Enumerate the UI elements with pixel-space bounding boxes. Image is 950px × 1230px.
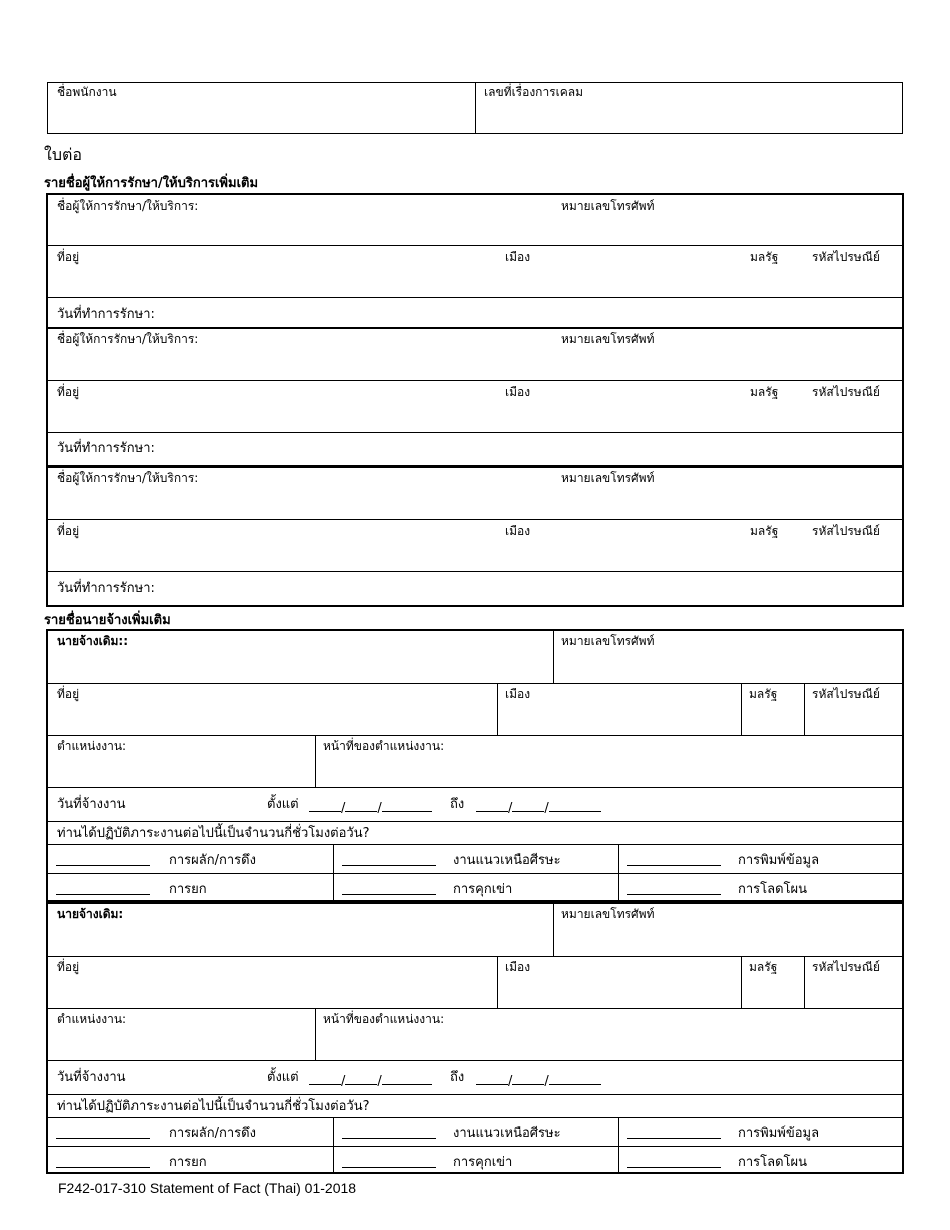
provider-address-field[interactable]	[48, 540, 498, 570]
provider-name-field[interactable]	[48, 215, 548, 243]
from-date-field[interactable]: / /	[309, 797, 432, 817]
task-hours-field[interactable]	[627, 1124, 721, 1143]
task-label-kneeling: การคุกเข่า	[453, 1155, 513, 1170]
provider-block	[48, 468, 902, 605]
header-box	[47, 82, 903, 134]
provider-state-field[interactable]	[748, 401, 808, 431]
job-duties-field[interactable]	[318, 1028, 900, 1058]
from-date-field[interactable]: / /	[309, 1070, 432, 1090]
employer-section	[46, 629, 904, 902]
provider-name-label: ชื่อผู้ให้การรักษา/ให้บริการ:	[57, 199, 199, 213]
from-label: ตั้งแต่	[267, 1070, 299, 1085]
provider-block	[48, 195, 902, 329]
provider-name-field[interactable]	[48, 488, 548, 516]
employer-zip-field[interactable]	[807, 703, 900, 733]
task-hours-field[interactable]	[56, 1124, 150, 1143]
provider-state-label: มลรัฐ	[750, 524, 779, 538]
provider-city-field[interactable]	[503, 401, 743, 431]
task-hours-field[interactable]	[627, 880, 721, 899]
employer-phone-field[interactable]	[556, 924, 900, 954]
provider-state-field[interactable]	[748, 265, 808, 295]
hours-question: ท่านได้ปฏิบัติภาระงานต่อไปนี้เป็นจำนวนกี่ชั่วโมงต่อวัน?	[57, 826, 370, 841]
provider-zip-label: รหัสไปรษณีย์	[812, 385, 880, 399]
job-duties-label: หน้าที่ของตำแหน่งงาน:	[323, 739, 445, 753]
provider-zip-label: รหัสไปรษณีย์	[812, 524, 880, 538]
provider-state-label: มลรัฐ	[750, 385, 779, 399]
task-label-typing: การพิมพ์ข้อมูล	[738, 1126, 820, 1141]
to-date-field[interactable]: / /	[476, 1070, 601, 1090]
job-duties-label: หน้าที่ของตำแหน่งงาน:	[323, 1012, 445, 1026]
provider-address-label: ที่อยู่	[57, 250, 80, 264]
provider-address-label: ที่อยู่	[57, 385, 80, 399]
providers-section	[46, 193, 904, 607]
employer-address-field[interactable]	[48, 976, 496, 1006]
job-title-label: ตำแหน่งงาน:	[57, 739, 127, 753]
task-label-lifting: การยก	[169, 1155, 207, 1170]
task-label-lifting: การยก	[169, 882, 207, 897]
task-hours-field[interactable]	[342, 851, 436, 870]
provider-zip-label: รหัสไปรษณีย์	[812, 250, 880, 264]
employee-name-label: ชื่อพนักงาน	[57, 85, 117, 99]
employer-address-field[interactable]	[48, 703, 496, 733]
provider-city-label: เมือง	[505, 385, 531, 399]
provider-phone-label: หมายเลขโทรศัพท์	[561, 199, 655, 213]
provider-city-label: เมือง	[505, 524, 531, 538]
employer-name-label: นายจ้างเดิม::	[57, 634, 129, 648]
to-date-field[interactable]: / /	[476, 797, 601, 817]
task-label-kneeling: การคุกเข่า	[453, 882, 513, 897]
provider-address-label: ที่อยู่	[57, 524, 80, 538]
employer-name-field[interactable]	[48, 924, 552, 954]
provider-phone-field[interactable]	[558, 349, 898, 377]
provider-treatment-date-label: วันที่ทำการรักษา:	[57, 441, 155, 456]
employer-zip-field[interactable]	[807, 976, 900, 1006]
job-title-field[interactable]	[48, 1028, 314, 1058]
claim-number-field[interactable]	[478, 101, 900, 131]
provider-name-field[interactable]	[48, 349, 548, 377]
employer-name-field[interactable]	[48, 651, 552, 681]
provider-zip-field[interactable]	[810, 540, 900, 570]
employers-heading: รายชื่อนายจ้างเพิ่มเติม	[44, 613, 171, 628]
task-hours-field[interactable]	[627, 851, 721, 870]
employer-state-label: มลรัฐ	[749, 960, 778, 974]
provider-zip-field[interactable]	[810, 401, 900, 431]
job-title-label: ตำแหน่งงาน:	[57, 1012, 127, 1026]
employee-name-field[interactable]	[49, 101, 473, 131]
provider-treatment-date-label: วันที่ทำการรักษา:	[57, 581, 155, 596]
employer-address-label: ที่อยู่	[57, 960, 80, 974]
task-hours-field[interactable]	[342, 880, 436, 899]
providers-heading: รายชื่อผู้ให้การรักษา/ให้บริการเพิ่มเติม	[44, 176, 259, 191]
from-label: ตั้งแต่	[267, 797, 299, 812]
task-hours-field[interactable]	[627, 1153, 721, 1172]
provider-treatment-date-field[interactable]	[198, 435, 898, 461]
provider-treatment-date-field[interactable]	[198, 574, 898, 600]
provider-zip-field[interactable]	[810, 265, 900, 295]
provider-phone-field[interactable]	[558, 488, 898, 516]
task-label-jumping: การโลดโผน	[738, 1155, 808, 1170]
task-label-push-pull: การผลัก/การดึง	[169, 1126, 256, 1141]
employer-state-field[interactable]	[744, 703, 802, 733]
page-title: ใบต่อ	[44, 145, 82, 164]
to-label: ถึง	[450, 797, 465, 812]
task-hours-field[interactable]	[56, 851, 150, 870]
employer-name-label: นายจ้างเดิม:	[57, 907, 124, 921]
task-label-overhead: งานแนวเหนือศีรษะ	[453, 853, 561, 868]
provider-name-label: ชื่อผู้ให้การรักษา/ให้บริการ:	[57, 471, 199, 485]
provider-block	[48, 329, 902, 465]
employer-zip-label: รหัสไปรษณีย์	[812, 687, 880, 701]
employer-city-label: เมือง	[505, 687, 531, 701]
provider-phone-label: หมายเลขโทรศัพท์	[561, 332, 655, 346]
provider-state-label: มลรัฐ	[750, 250, 779, 264]
employment-dates-label: วันที่จ้างงาน	[57, 797, 126, 812]
employer-city-label: เมือง	[505, 960, 531, 974]
provider-state-field[interactable]	[748, 540, 808, 570]
job-duties-field[interactable]	[318, 755, 900, 785]
task-label-push-pull: การผลัก/การดึง	[169, 853, 256, 868]
task-label-typing: การพิมพ์ข้อมูล	[738, 853, 820, 868]
provider-name-label: ชื่อผู้ให้การรักษา/ให้บริการ:	[57, 332, 199, 346]
employer-state-field[interactable]	[744, 976, 802, 1006]
employer-phone-field[interactable]	[556, 651, 900, 681]
task-hours-field[interactable]	[56, 1153, 150, 1172]
employer-phone-label: หมายเลขโทรศัพท์	[561, 907, 655, 921]
task-hours-field[interactable]	[342, 1153, 436, 1172]
employer-phone-label: หมายเลขโทรศัพท์	[561, 634, 655, 648]
employment-dates-label: วันที่จ้างงาน	[57, 1070, 126, 1085]
employer-section	[46, 901, 904, 1174]
employer-city-field[interactable]	[500, 976, 740, 1006]
employer-city-field[interactable]	[500, 703, 740, 733]
to-label: ถึง	[450, 1070, 465, 1085]
employer-state-label: มลรัฐ	[749, 687, 778, 701]
provider-phone-label: หมายเลขโทรศัพท์	[561, 471, 655, 485]
provider-phone-field[interactable]	[558, 215, 898, 243]
provider-treatment-date-field[interactable]	[198, 300, 898, 326]
provider-address-field[interactable]	[48, 265, 498, 295]
task-label-overhead: งานแนวเหนือศีรษะ	[453, 1126, 561, 1141]
hours-question: ท่านได้ปฏิบัติภาระงานต่อไปนี้เป็นจำนวนกี่ชั่วโมงต่อวัน?	[57, 1099, 370, 1114]
provider-treatment-date-label: วันที่ทำการรักษา:	[57, 307, 155, 322]
job-title-field[interactable]	[48, 755, 314, 785]
task-hours-field[interactable]	[56, 880, 150, 899]
employer-zip-label: รหัสไปรษณีย์	[812, 960, 880, 974]
provider-address-field[interactable]	[48, 401, 498, 431]
task-hours-field[interactable]	[342, 1124, 436, 1143]
employer-address-label: ที่อยู่	[57, 687, 80, 701]
provider-city-field[interactable]	[503, 265, 743, 295]
provider-city-label: เมือง	[505, 250, 531, 264]
claim-number-label: เลขที่เรื่องการเคลม	[484, 85, 584, 99]
form-id-footer: F242-017-310 Statement of Fact (Thai) 01-2018	[58, 1180, 357, 1196]
task-label-jumping: การโลดโผน	[738, 882, 808, 897]
provider-city-field[interactable]	[503, 540, 743, 570]
